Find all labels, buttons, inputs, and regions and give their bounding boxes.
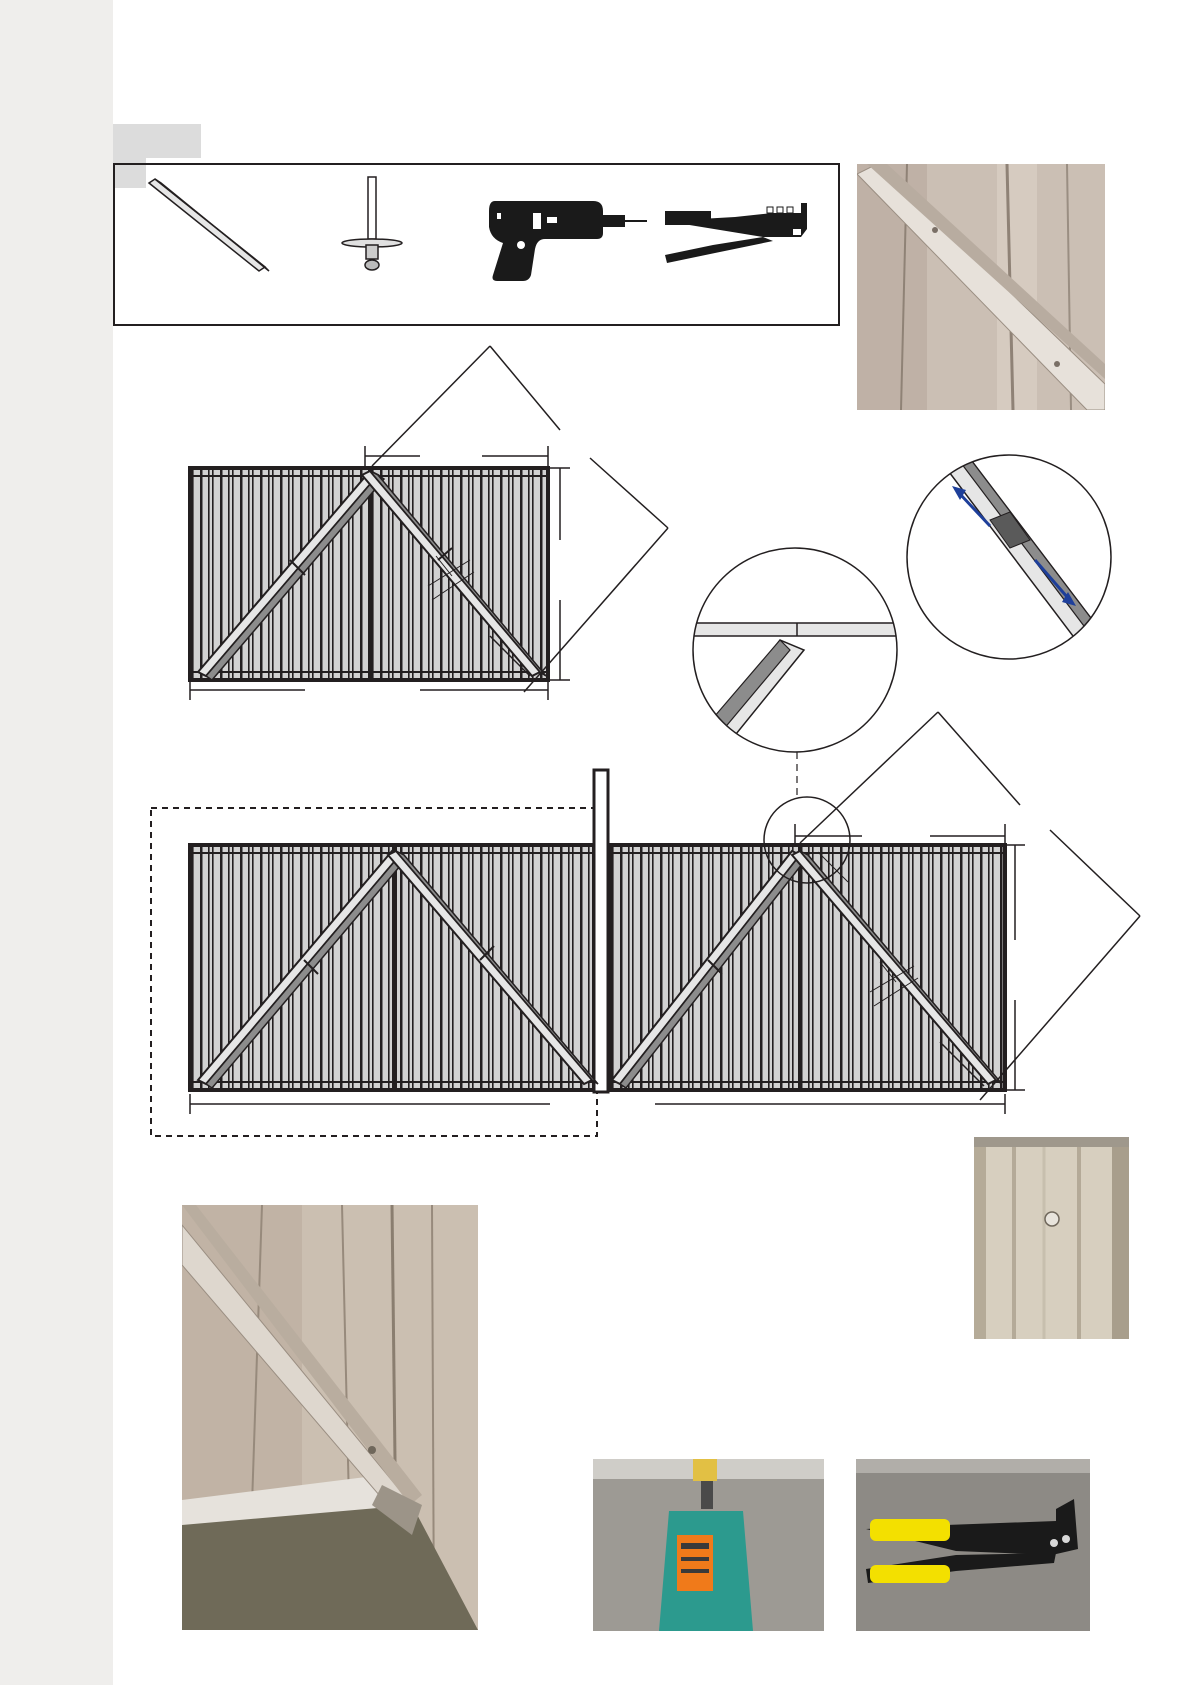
upper-wall-panel: [190, 346, 668, 700]
photo-brace-closeup: [857, 164, 1105, 410]
photo-rivet-gun: [856, 1459, 1090, 1631]
lower-wall-panels: [151, 712, 1140, 1136]
photo-brace-corner: [182, 1205, 478, 1630]
detail-circle-slide: [907, 452, 1111, 659]
photo-rivet-detail: [974, 1137, 1129, 1339]
photo-drill: [593, 1459, 824, 1631]
detail-circle-joint: [690, 548, 900, 760]
